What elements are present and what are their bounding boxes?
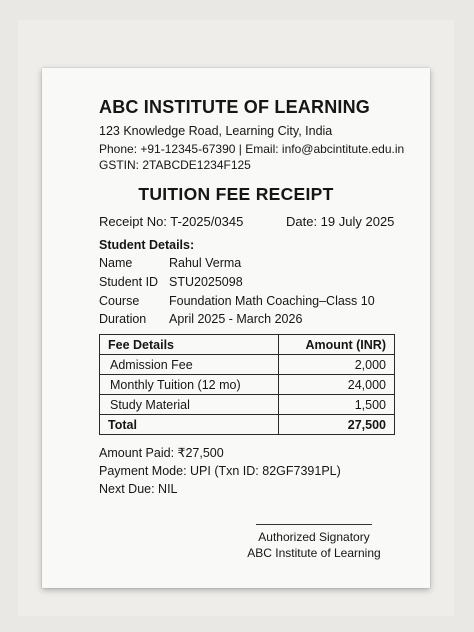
signatory-org: ABC Institute of Learning xyxy=(247,546,381,560)
duration-value: April 2025 - March 2026 xyxy=(169,312,303,326)
amount-header: Amount (INR) xyxy=(278,335,394,355)
fee-item: Admission Fee xyxy=(100,355,279,375)
receipt-number: Receipt No: T-2025/0345 xyxy=(99,214,244,229)
duration-label: Duration xyxy=(99,312,147,326)
institute-name: ABC INSTITUTE OF LEARNING xyxy=(99,97,370,117)
institute-contact: Phone: +91-12345-67390 | Email: info@abcintitute.edu.in xyxy=(99,142,405,156)
fee-item: Study Material xyxy=(100,395,279,415)
institute-gstin: GSTIN: 2TABCDE1234F125 xyxy=(99,158,251,172)
course-value: Foundation Math Coaching–Class 10 xyxy=(169,294,375,308)
total-amount: 27,500 xyxy=(278,415,394,435)
fee-table xyxy=(99,334,395,435)
next-due: Next Due: NIL xyxy=(99,482,178,496)
total-row xyxy=(100,415,395,435)
signatory-title: Authorized Signatory xyxy=(258,530,370,544)
fee-table-header xyxy=(100,335,395,355)
course-label: Course xyxy=(99,294,140,308)
institute-address: 123 Knowledge Road, Learning City, India xyxy=(99,124,333,138)
fee-details-header: Fee Details xyxy=(100,335,279,355)
receipt-title: TUITION FEE RECEIPT xyxy=(138,184,334,204)
fee-amount: 1,500 xyxy=(278,395,394,415)
table-row xyxy=(100,375,395,395)
table-row xyxy=(100,355,395,375)
table-row xyxy=(100,395,395,415)
total-label: Total xyxy=(100,415,279,435)
student-name-value: Rahul Verma xyxy=(169,256,242,270)
receipt-paper xyxy=(42,68,430,588)
student-details-heading: Student Details: xyxy=(99,238,195,252)
receipt-date: Date: 19 July 2025 xyxy=(286,214,395,229)
student-id-label: Student ID xyxy=(99,275,159,289)
fee-item: Monthly Tuition (12 mo) xyxy=(100,375,279,395)
payment-mode: Payment Mode: UPI (Txn ID: 82GF7391PL) xyxy=(99,464,341,478)
signature-line xyxy=(256,524,372,525)
fee-amount: 24,000 xyxy=(278,375,394,395)
amount-paid: Amount Paid: ₹27,500 xyxy=(99,446,224,460)
fee-amount: 2,000 xyxy=(278,355,394,375)
student-name-label: Name xyxy=(99,256,133,270)
student-id-value: STU2025098 xyxy=(169,275,243,289)
